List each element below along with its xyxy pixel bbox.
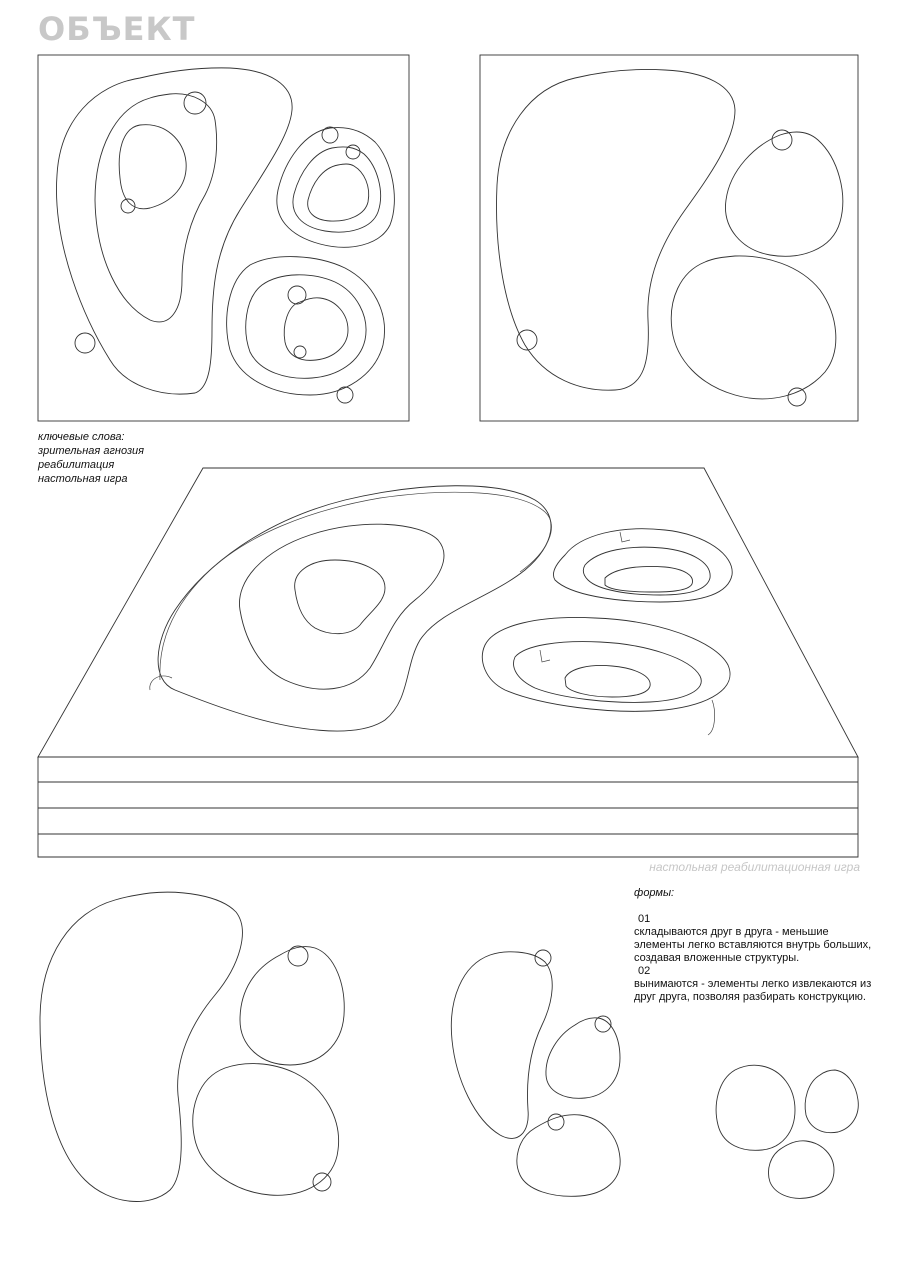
forms-heading: формы: (634, 887, 675, 899)
form-number: 02 (638, 965, 651, 977)
form-number: 01 (638, 913, 651, 925)
keyword-item: реабилитация (38, 459, 115, 471)
form-description: складываются друг в друга - меньшие элементы легко вставляются внутрь больших, создавая вложенные структуры. (634, 926, 872, 964)
page-title: ОБЪЕКТ (38, 10, 196, 48)
small-set-piece-3 (769, 1141, 835, 1199)
keyword-item: настольная игра (38, 473, 128, 485)
keywords-heading: ключевые слова: (38, 431, 125, 443)
small-set-piece-2 (805, 1070, 858, 1133)
form-description: вынимаются - элементы легко извлекаются из друг друга, позволяя разбирать конструкцию. (634, 978, 872, 1003)
board-caption: настольная реабилитационная игра (649, 860, 860, 874)
small-set-piece-1 (716, 1065, 795, 1150)
keyword-item: зрительная агнозия (38, 445, 145, 457)
